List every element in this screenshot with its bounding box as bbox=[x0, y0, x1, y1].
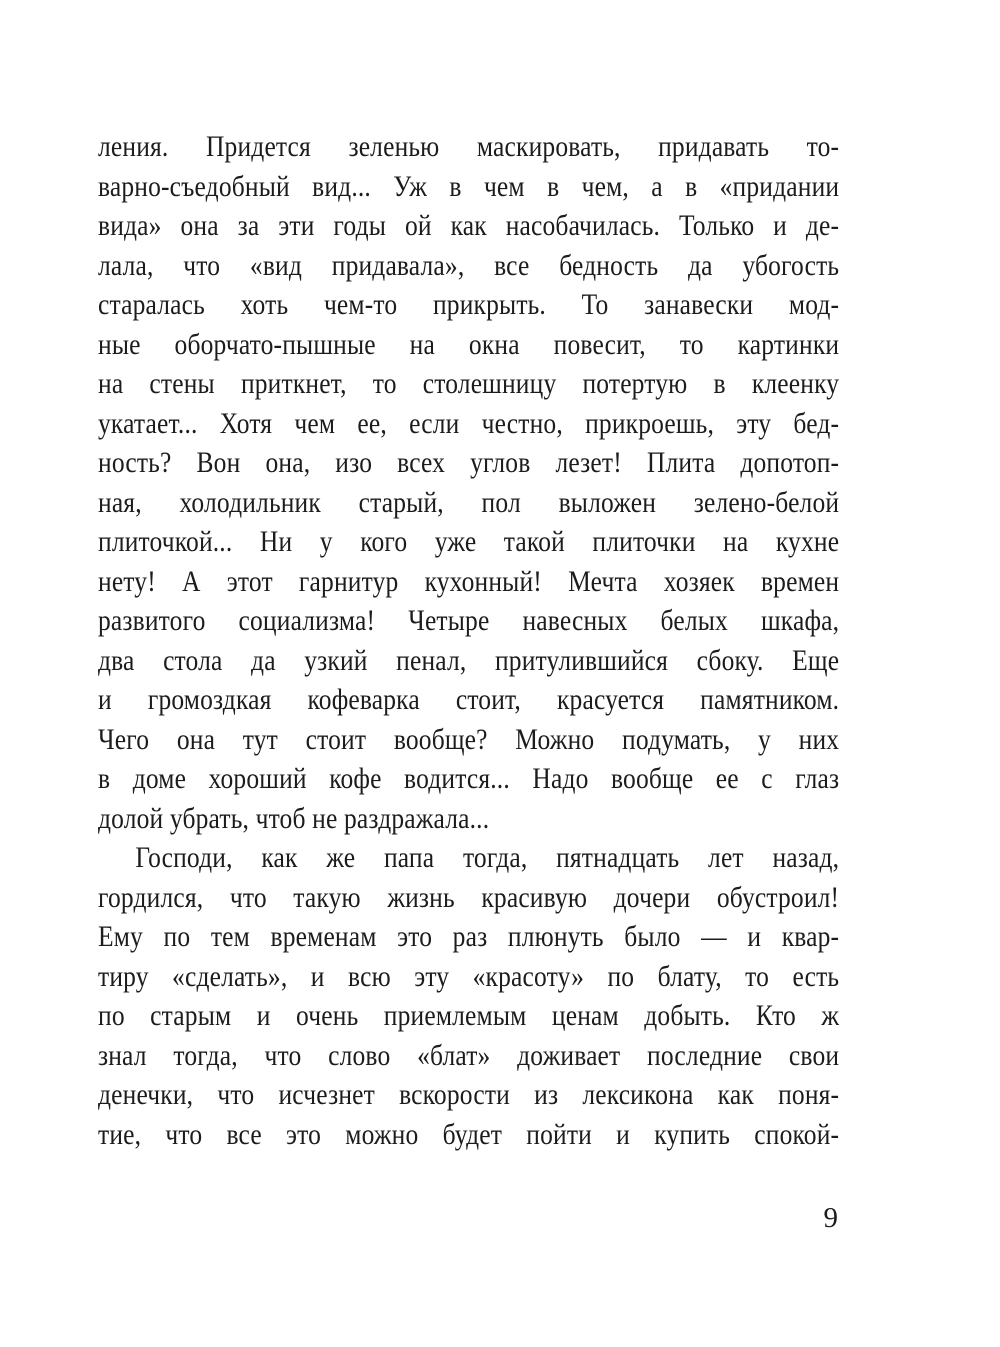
text-line: нету! А этот гарнитур кухонный! Мечта хозяек времен bbox=[98, 564, 840, 598]
body-text bbox=[98, 127, 839, 1154]
text-line: по старым и очень приемлемым ценам добыть. Кто ж bbox=[98, 999, 840, 1032]
text-line: ность? Вон она, изо всех углов лезет! Плита допотоп- bbox=[98, 446, 840, 479]
text-line: ные оборчато-пышные на окна повесит, то картинки bbox=[98, 327, 840, 361]
text-line: гордился, что такую жизнь красивую дочери обустроил! bbox=[98, 880, 840, 914]
text-line: знал тогда, что слово «блат» доживает последние свои bbox=[98, 1038, 840, 1072]
text-line: в доме хороший кофе водится... Надо вообще ее с глаз bbox=[98, 762, 840, 795]
text-line-paragraph-start: Господи, как же папа тогда, пятнадцать лет назад, bbox=[135, 841, 840, 874]
text-line: два стола да узкий пенал, притулившийся сбоку. Еще bbox=[98, 643, 840, 677]
text-line: тие, что все это можно будет пойти и купить спокой- bbox=[98, 1117, 840, 1151]
text-line: старалась хоть чем-то прикрыть. То занавески мод- bbox=[98, 288, 840, 321]
text-line: тиру «сделать», и всю эту «красоту» по блату, то есть bbox=[98, 959, 840, 993]
text-line: Ему по тем временам это раз плюнуть было — и квар- bbox=[98, 920, 840, 953]
page-number: 9 bbox=[823, 1202, 838, 1234]
text-line: на стены приткнет, то столешницу потертую в клеенку bbox=[98, 367, 840, 400]
text-line: плиточкой... Ни у кого уже такой плиточки на кухне bbox=[98, 525, 840, 558]
text-line: Чего она тут стоит вообще? Можно подумать, у них bbox=[98, 722, 840, 756]
text-line: денечки, что исчезнет вскорости из лексикона как поня- bbox=[98, 1078, 840, 1111]
text-line: развитого социализма! Четыре навесных белых шкафа, bbox=[98, 604, 840, 637]
text-line: вида» она за эти годы ой как насобачилась. Только и де- bbox=[98, 209, 840, 242]
text-line: ная, холодильник старый, пол выложен зелено-белой bbox=[98, 485, 840, 519]
text-line: лала, что «вид придавала», все бедность да убогость bbox=[98, 248, 840, 282]
text-line: укатает... Хотя чем ее, если честно, прикроешь, эту бед- bbox=[98, 406, 840, 440]
text-line-paragraph-end: долой убрать, чтоб не раздражала... bbox=[98, 801, 490, 835]
text-line: ления. Придется зеленью маскировать, придавать то- bbox=[98, 130, 840, 163]
text-line: и громоздкая кофеварка стоит, красуется памятником. bbox=[98, 683, 840, 716]
text-line: варно-съедобный вид... Уж в чем в чем, а в «придании bbox=[98, 169, 840, 203]
